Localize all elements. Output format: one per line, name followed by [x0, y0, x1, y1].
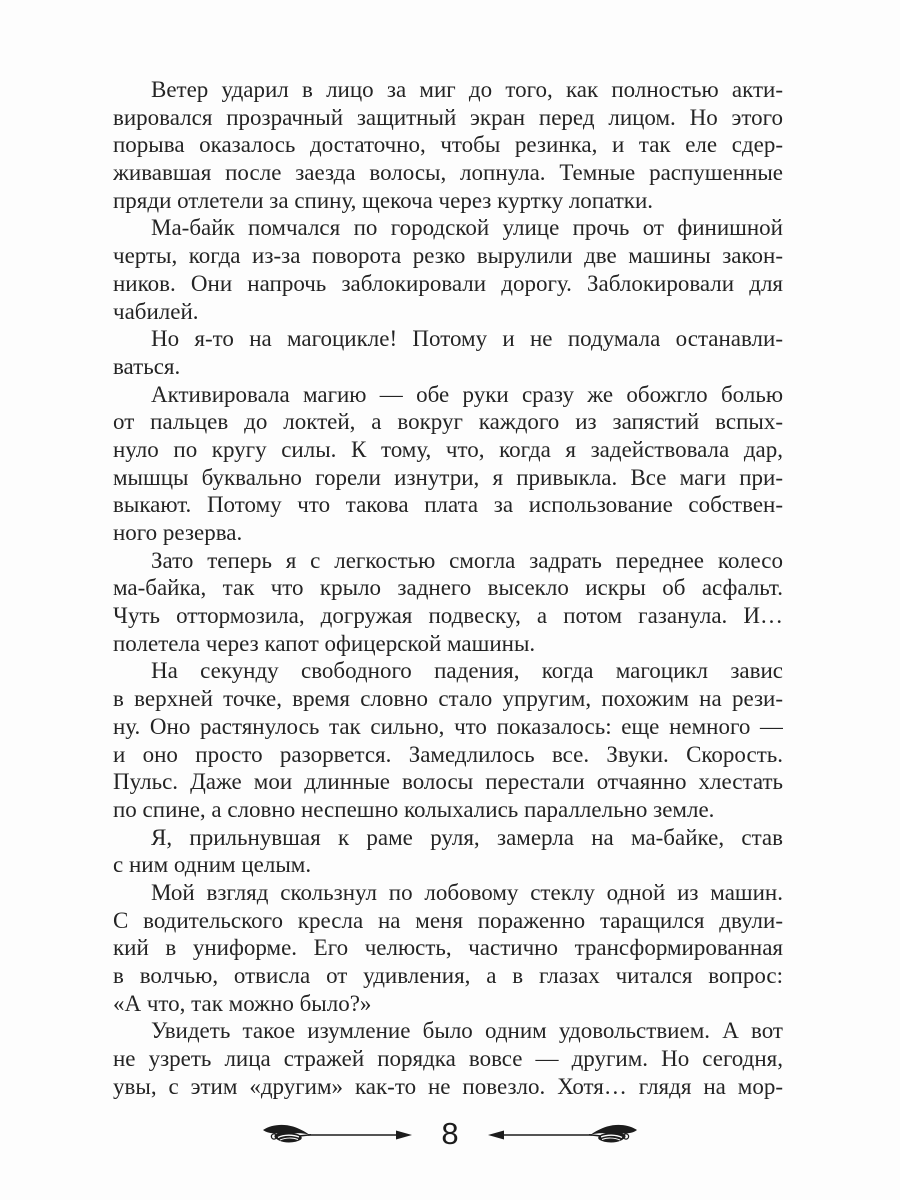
- text-line: вировался прозрачный защитный экран перед лицом. Но этого: [113, 104, 783, 130]
- paragraph: [113, 76, 783, 214]
- paragraph: [113, 1017, 783, 1100]
- paragraph: [113, 325, 783, 380]
- text-line: выкают. Потому что такова плата за использование собствен-: [113, 492, 783, 518]
- text-line: пряди отлетели за спину, щекоча через куртку лопатки.: [113, 187, 654, 213]
- text-line: от пальцев до локтей, а вокруг каждого из запястий вспых-: [113, 409, 783, 435]
- text-line: нуло по кругу силы. К тому, что, когда я задействовала дар,: [113, 436, 783, 462]
- arrow-left-icon: [488, 1129, 592, 1141]
- text-line: увы, с этим «другим» как-то не повезло. Хотя… глядя на мор-: [113, 1073, 783, 1099]
- text-line: Зато теперь я с легкостью смогла задрать переднее колесо: [151, 547, 783, 573]
- text-line: С водительского кресла на меня пораженно таращился двули-: [113, 907, 783, 933]
- feather-ornament-icon: [589, 1122, 639, 1146]
- text-line: Мой взгляд скользнул по лобовому стеклу одной из машин.: [151, 879, 783, 905]
- page-number: 8: [441, 1115, 459, 1151]
- text-line: ма-байка, так что крыло заднего высекло искры об асфальт.: [113, 575, 783, 601]
- text-line: Пульс. Даже мои длинные волосы перестали отчаянно хлестать: [113, 769, 783, 795]
- text-line: черты, когда из-за поворота резко вырулили две машины закон-: [113, 243, 783, 269]
- paragraph: [113, 657, 783, 823]
- text-line: чабилей.: [113, 298, 199, 324]
- text-block: [113, 76, 783, 1100]
- paragraph: [113, 214, 783, 325]
- text-line: Ма-байк помчался по городской улице прочь от финишной: [151, 215, 783, 241]
- paragraph: [113, 547, 783, 658]
- text-line: Ветер ударил в лицо за миг до того, как полностью акти-: [151, 77, 783, 102]
- text-line: ников. Они напрочь заблокировали дорогу. Заблокировали для: [113, 270, 783, 296]
- paragraph: [113, 879, 783, 1017]
- text-line: Активировала магию — обе руки сразу же обожгло болью: [151, 381, 783, 407]
- footer-left-ornament-group: [261, 1122, 412, 1146]
- text-line: с ним одним целым.: [113, 852, 312, 878]
- text-line: «А что, так можно было?»: [113, 990, 372, 1016]
- text-line: живавшая после заезда волосы, лопнула. Темные распушенные: [113, 160, 783, 186]
- paragraph: [113, 824, 783, 879]
- text-line: полетела через капот офицерской машины.: [113, 630, 536, 656]
- text-line: Я, прильнувшая к раме руля, замерла на ма-байке, став: [151, 824, 783, 850]
- text-line: кий в униформе. Его челюсть, частично трансформированная: [113, 935, 783, 961]
- text-line: не узреть лица стражей порядка вовсе — другим. Но сегодня,: [113, 1046, 783, 1072]
- text-line: по спине, а словно неспешно колыхались параллельно земле.: [113, 796, 715, 822]
- text-line: Чуть оттормозила, догружая подвеску, а потом газанула. И…: [113, 603, 783, 629]
- feather-ornament-icon: [261, 1122, 311, 1146]
- text-line: ну. Оно растянулось так сильно, что показалось: еще немного —: [113, 713, 783, 739]
- text-line: Увидеть такое изумление было одним удовольствием. А вот: [151, 1018, 783, 1044]
- text-line: Но я-то на магоцикле! Потому и не подумала останавли-: [151, 326, 783, 352]
- text-line: ного резерва.: [113, 520, 243, 545]
- text-line: и оно просто разорвется. Замедлилось все. Звуки. Скорость.: [113, 741, 783, 767]
- text-line: мышцы буквально горели изнутри, я привыкла. Все маги при-: [113, 464, 783, 490]
- text-line: в верхней точке, время словно стало упругим, похожим на рези-: [113, 686, 783, 712]
- page-footer: [0, 1114, 900, 1154]
- footer-right-ornament-group: [488, 1122, 639, 1146]
- paragraph: [113, 381, 783, 547]
- text-line: порыва оказалось достаточно, чтобы резинка, и так еле сдер-: [113, 132, 783, 158]
- text-line: ваться.: [113, 353, 181, 379]
- text-line: в волчью, отвисла от удивления, а в глазах читался вопрос:: [113, 963, 783, 988]
- arrow-right-icon: [308, 1129, 412, 1141]
- text-line: На секунду свободного падения, когда магоцикл завис: [151, 658, 783, 684]
